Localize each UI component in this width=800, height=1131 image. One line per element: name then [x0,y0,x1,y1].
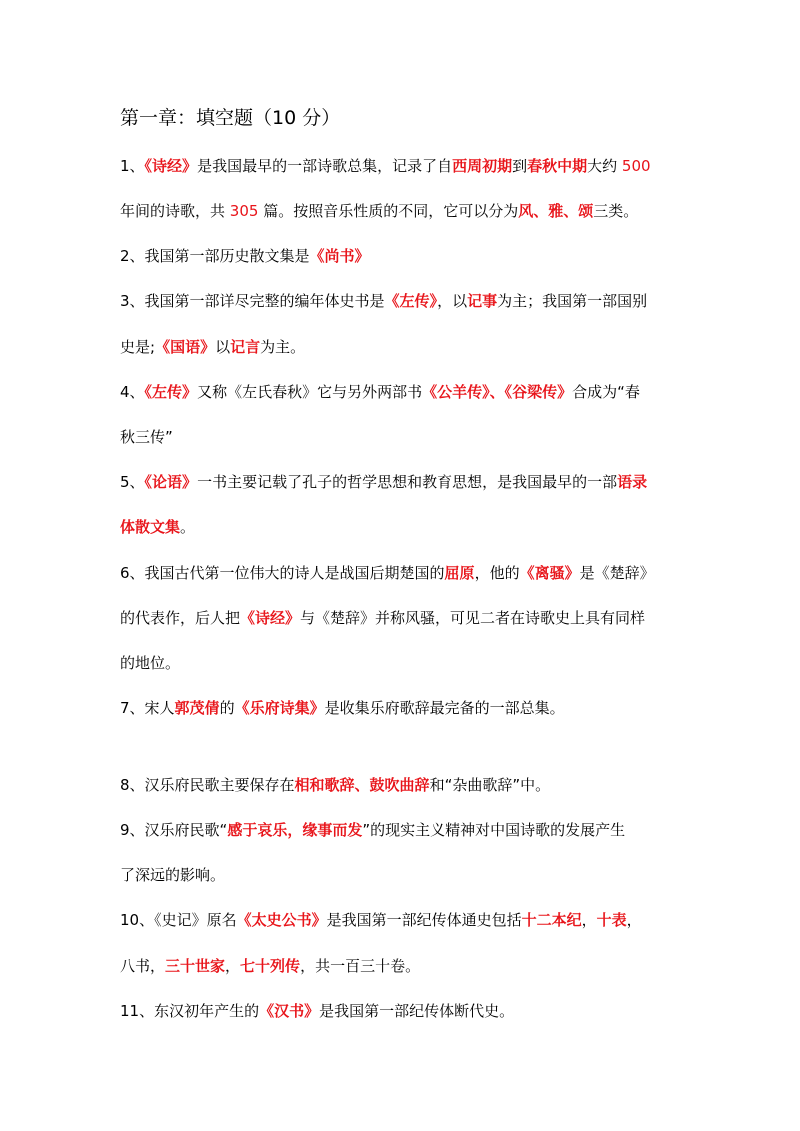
question-text: 10、《史记》原名 [120,911,237,929]
question-text: 了深远的影响。 [120,866,226,884]
question-text: 到 [512,157,528,175]
answer-text: 西周初期 [452,157,513,175]
answer-text: 《汉书》 [259,1002,320,1020]
question-text: 2、我国第一部历史散文集是 [120,247,310,265]
q6-line-1 [120,562,655,584]
answer-text: 语录 [617,473,648,491]
answer-text: 《乐府诗集》 [234,699,325,717]
answer-text: 《离骚》 [519,564,580,582]
answer-number: 305 [229,202,259,220]
q2-line-1 [120,245,370,267]
question-text: 是我国第一部纪传体断代史。 [319,1002,515,1020]
question-text: ， [225,957,241,975]
answer-text: 十二本纪 [521,911,582,929]
question-text: 6、我国古代第一位伟大的诗人是战国后期楚国的 [120,564,445,582]
answer-text: 屈原 [444,564,475,582]
question-text: 秋三传” [120,428,173,446]
question-text: 9、汉乐府民歌“ [120,821,228,839]
q4-line-2 [120,426,173,448]
question-text: 8、汉乐府民歌主要保存在 [120,776,295,794]
question-text: ， [626,911,642,929]
question-text: 与《楚辞》并称风骚，可见二者在诗歌史上具有同样 [300,609,646,627]
question-text: 和“杂曲歌辞”中。 [429,776,551,794]
answer-text: 春秋中期 [527,157,588,175]
answer-text: 郭茂倩 [174,699,220,717]
answer-text: 十表 [596,911,627,929]
q11-line-1 [120,1000,514,1022]
answer-text: 《论语》 [144,473,198,491]
question-text: 7、宋人 [120,699,175,717]
answer-text: 记言 [230,338,261,356]
answer-text: 《诗经》 [144,157,198,175]
question-text: 史是; [120,338,156,356]
question-text: 4、 [120,383,145,401]
q10-line-2 [120,955,420,977]
question-text: 篇。按照音乐性质的不同，它可以分为 [258,202,519,220]
question-text: 是收集乐府歌辞最完备的一部总集。 [324,699,565,717]
q10-line-1 [120,909,642,931]
question-text: 合成为“春 [572,383,640,401]
q3-line-2 [120,336,305,358]
question-text: 的 [219,699,235,717]
q9-line-2 [120,864,225,886]
answer-text: 相和歌辞、鼓吹曲辞 [294,776,430,794]
answer-text: 三十世家 [165,957,226,975]
answer-text: 感于哀乐，缘事而发 [227,821,363,839]
question-text: 1、 [120,157,145,175]
q5-line-1 [120,471,647,493]
question-text: 5、 [120,473,145,491]
question-text: 一书主要记载了孔子的哲学思想和教育思想，是我国最早的一部 [197,473,618,491]
question-text: 的地位。 [120,654,181,672]
question-text: ，共一百三十卷。 [300,957,421,975]
question-text: ， [581,911,597,929]
q8-line-1 [120,774,550,796]
question-text: 3、我国第一部详尽完整的编年体史书是 [120,292,385,310]
question-text: 以 [215,338,231,356]
answer-text: 《左传》 [384,292,438,310]
q1-line-2 [120,200,638,222]
answer-text: 体散文集 [120,518,181,536]
question-text: ，他的 [474,564,520,582]
question-text: 是我国第一部纪传体通史包括 [326,911,522,929]
question-text: 是《楚辞》 [579,564,655,582]
q6-line-3 [120,652,180,674]
answer-text: 《诗经》 [240,609,301,627]
q7-line-1 [120,697,565,719]
question-text: 三类。 [593,202,639,220]
question-text: 八书， [120,957,166,975]
question-text: 又称《左氏春秋》它与另外两部书 [197,383,423,401]
q6-line-2 [120,607,645,629]
question-text: 11、东汉初年产生的 [120,1002,260,1020]
answer-text: 《尚书》 [309,247,370,265]
question-text: ，以 [437,292,468,310]
question-text: 年间的诗歌，共 [120,202,230,220]
q5-line-2 [120,516,195,538]
q4-line-1 [120,381,640,403]
question-text: 的代表作，后人把 [120,609,241,627]
q1-line-1 [120,155,651,177]
question-text: ”的现实主义精神对中国诗歌的发展产生 [362,821,626,839]
answer-text: 《左传》 [144,383,198,401]
answer-text: 《国语》 [155,338,216,356]
answer-text: 记事 [467,292,498,310]
q9-line-1 [120,819,625,841]
question-text: 是我国最早的一部诗歌总集，记录了自 [197,157,453,175]
question-text: 。 [180,518,196,536]
question-text: 为主；我国第一部国别 [497,292,648,310]
answer-text: 七十列传 [240,957,301,975]
question-text: 大约 [587,157,622,175]
q3-line-1 [120,290,647,312]
answer-text: 风、雅、颂 [518,202,594,220]
chapter-title: 第一章：填空题（10 分） [120,107,341,129]
answer-text: 《太史公书》 [236,911,327,929]
question-text: 为主。 [260,338,306,356]
answer-number: 500 [621,157,651,175]
answer-text: 《公羊传》、《谷梁传》 [422,383,573,401]
